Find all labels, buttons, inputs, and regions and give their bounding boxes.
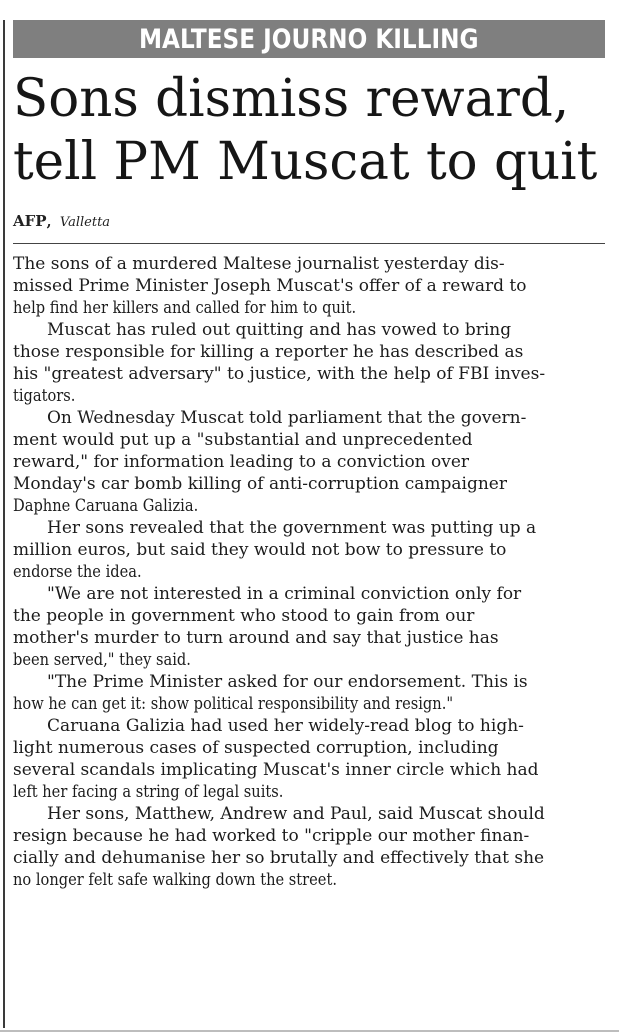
paragraph-line: "We are not interested in a criminal conviction only for bbox=[47, 584, 522, 604]
section-kicker bbox=[13, 20, 605, 58]
paragraph-line: the people in government who stood to gain from our bbox=[13, 606, 475, 626]
paragraph-line: no longer felt safe walking down the street. bbox=[13, 870, 337, 890]
byline-agency: AFP bbox=[13, 212, 47, 230]
paragraph-line: been served," they said. bbox=[13, 650, 191, 670]
article-paragraph bbox=[13, 671, 605, 715]
article-paragraph bbox=[13, 407, 605, 517]
paragraph-line: how he can get it: show political responsibility and resign." bbox=[13, 694, 454, 714]
paragraph-line: missed Prime Minister Joseph Muscat's offer of a reward to bbox=[13, 276, 527, 296]
paragraph-line: Her sons, Matthew, Andrew and Paul, said Muscat should bbox=[47, 804, 545, 824]
article-paragraph bbox=[13, 319, 605, 407]
byline-dateline: Valletta bbox=[59, 215, 111, 230]
paragraph-line: Her sons revealed that the government was putting up a bbox=[47, 518, 537, 538]
paragraph-line: mother's murder to turn around and say that justice has bbox=[13, 628, 499, 648]
paragraph-line: several scandals implicating Muscat's inner circle which had bbox=[13, 760, 539, 780]
paragraph-line: The sons of a murdered Maltese journalist yesterday dis- bbox=[13, 254, 505, 274]
kicker-text: MALTESE JOURNO KILLING bbox=[139, 23, 479, 55]
headline bbox=[13, 68, 609, 194]
article-paragraph bbox=[13, 517, 605, 583]
byline bbox=[13, 212, 110, 230]
paragraph-line: On Wednesday Muscat told parliament that the govern- bbox=[47, 408, 527, 428]
paragraph-line: "The Prime Minister asked for our endorsement. This is bbox=[47, 672, 528, 692]
paragraph-line: million euros, but said they would not bow to pressure to bbox=[13, 540, 507, 560]
paragraph-line: left her facing a string of legal suits. bbox=[13, 782, 284, 802]
paragraph-line: light numerous cases of suspected corruption, including bbox=[13, 738, 499, 758]
bottom-rule bbox=[0, 1030, 619, 1032]
paragraph-line: tigators. bbox=[13, 386, 76, 406]
headline-line-1: Sons dismiss reward, bbox=[13, 69, 570, 129]
headline-line-2: tell PM Muscat to quit bbox=[13, 132, 598, 192]
article-paragraph bbox=[13, 253, 605, 319]
paragraph-line: Muscat has ruled out quitting and has vowed to bring bbox=[47, 320, 512, 340]
byline-divider bbox=[13, 243, 605, 244]
paragraph-line: resign because he had worked to "cripple our mother finan- bbox=[13, 826, 530, 846]
paragraph-line: reward," for information leading to a conviction over bbox=[13, 452, 470, 472]
byline-separator: , bbox=[46, 214, 52, 230]
paragraph-line: those responsible for killing a reporter he has described as bbox=[13, 342, 524, 362]
paragraph-line: cially and dehumanise her so brutally and effectively that she bbox=[13, 848, 545, 868]
article-paragraph bbox=[13, 583, 605, 671]
left-column-rule bbox=[3, 20, 5, 1028]
paragraph-line: help find her killers and called for him to quit. bbox=[13, 298, 357, 318]
article-body bbox=[13, 253, 605, 891]
paragraph-line: ment would put up a "substantial and unprecedented bbox=[13, 430, 473, 450]
paragraph-line: Caruana Galizia had used her widely-read blog to high- bbox=[47, 716, 524, 736]
paragraph-line: endorse the idea. bbox=[13, 562, 142, 582]
article-paragraph bbox=[13, 803, 605, 891]
paragraph-line: Monday's car bomb killing of anti-corruption campaigner bbox=[13, 474, 507, 494]
paragraph-line: Daphne Caruana Galizia. bbox=[13, 496, 199, 516]
article-paragraph bbox=[13, 715, 605, 803]
paragraph-line: his "greatest adversary" to justice, with the help of FBI inves- bbox=[13, 364, 546, 384]
